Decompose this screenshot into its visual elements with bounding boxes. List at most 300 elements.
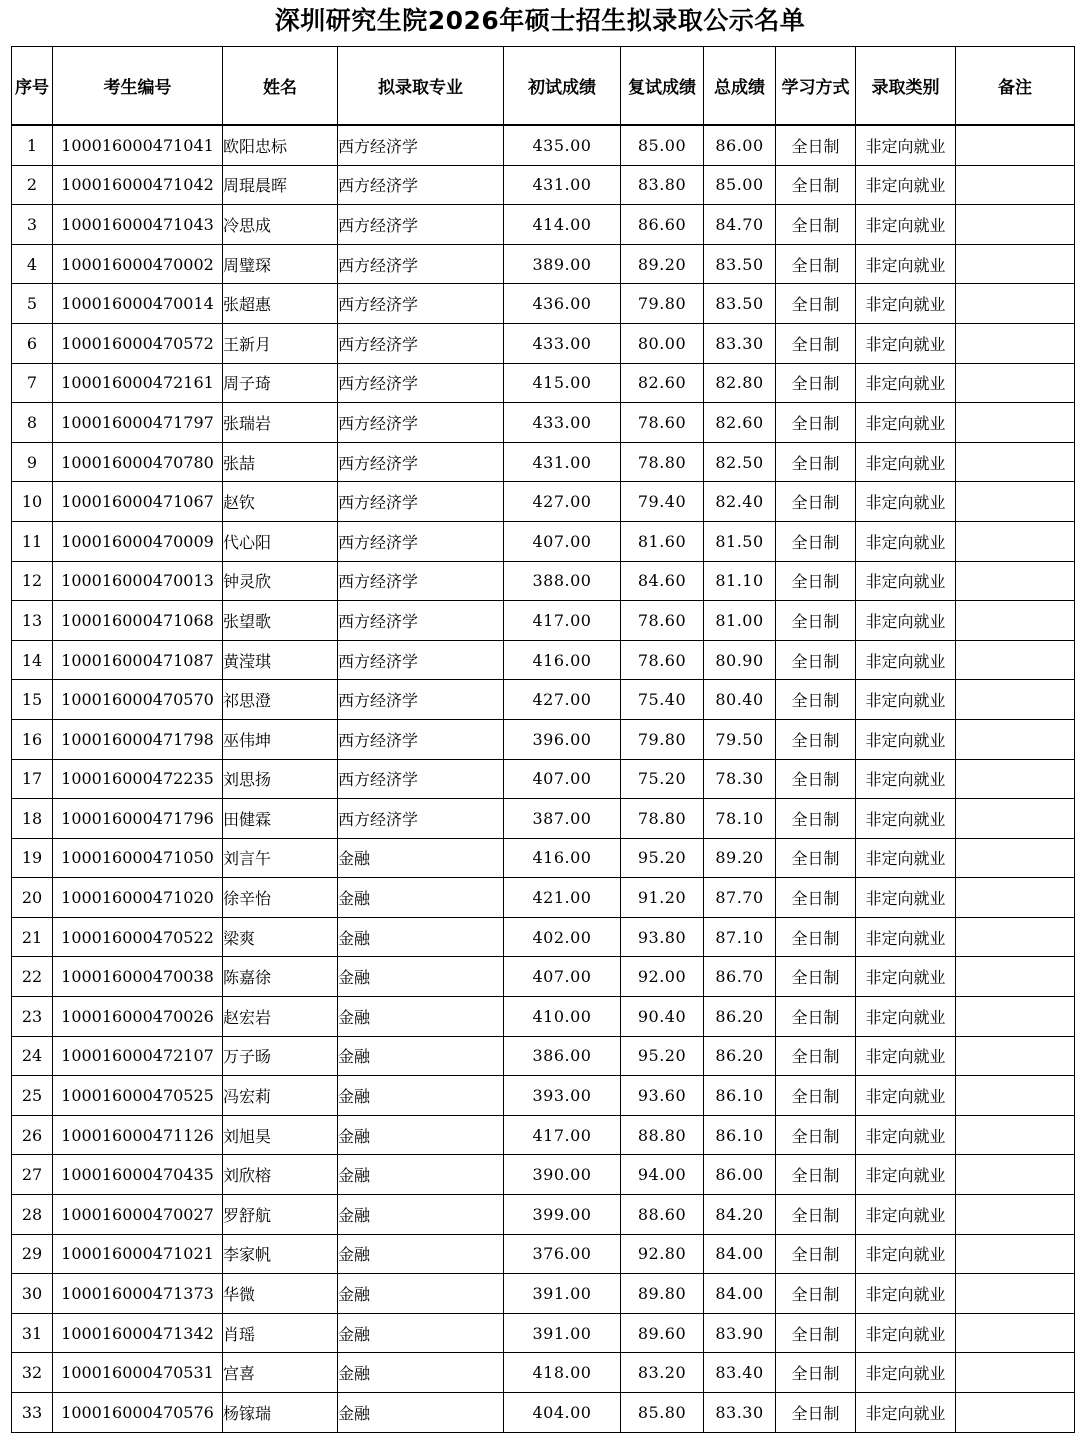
cell-major: 西方经济学 [338,482,504,522]
cell-seq: 27 [12,1155,53,1195]
cell-initial-score: 410.00 [504,997,621,1037]
cell-retest-score: 78.60 [621,403,704,443]
cell-admission-category: 非定向就业 [856,997,956,1037]
cell-total-score: 82.40 [704,482,776,522]
cell-remark [956,759,1075,799]
cell-name: 周璧琛 [223,244,338,284]
cell-total-score: 84.00 [704,1274,776,1314]
cell-study-mode: 全日制 [776,957,856,997]
table-row [12,323,1075,363]
cell-seq: 12 [12,561,53,601]
cell-retest-score: 82.60 [621,363,704,403]
table-row [12,561,1075,601]
cell-total-score: 81.10 [704,561,776,601]
cell-candidate-id: 100016000471798 [53,719,223,759]
cell-study-mode: 全日制 [776,442,856,482]
table-row [12,997,1075,1037]
cell-total-score: 83.50 [704,284,776,324]
cell-major: 西方经济学 [338,205,504,245]
cell-seq: 26 [12,1115,53,1155]
cell-initial-score: 418.00 [504,1353,621,1393]
header-name: 姓名 [223,47,338,126]
cell-name: 赵钦 [223,482,338,522]
cell-candidate-id: 100016000472235 [53,759,223,799]
cell-admission-category: 非定向就业 [856,1115,956,1155]
cell-retest-score: 85.00 [621,125,704,165]
cell-retest-score: 75.40 [621,680,704,720]
cell-initial-score: 387.00 [504,799,621,839]
header-remark: 备注 [956,47,1075,126]
cell-total-score: 86.10 [704,1076,776,1116]
cell-total-score: 84.00 [704,1234,776,1274]
table-row [12,640,1075,680]
cell-study-mode: 全日制 [776,284,856,324]
cell-candidate-id: 100016000471126 [53,1115,223,1155]
cell-study-mode: 全日制 [776,1274,856,1314]
cell-remark [956,1155,1075,1195]
cell-remark [956,244,1075,284]
table-row [12,1195,1075,1235]
cell-admission-category: 非定向就业 [856,363,956,403]
cell-candidate-id: 100016000470525 [53,1076,223,1116]
cell-initial-score: 416.00 [504,838,621,878]
table-row [12,917,1075,957]
cell-major: 西方经济学 [338,799,504,839]
cell-remark [956,561,1075,601]
cell-admission-category: 非定向就业 [856,205,956,245]
cell-remark [956,719,1075,759]
cell-total-score: 83.40 [704,1353,776,1393]
cell-admission-category: 非定向就业 [856,759,956,799]
cell-admission-category: 非定向就业 [856,1393,956,1433]
cell-initial-score: 386.00 [504,1036,621,1076]
cell-study-mode: 全日制 [776,403,856,443]
cell-remark [956,680,1075,720]
cell-initial-score: 393.00 [504,1076,621,1116]
cell-admission-category: 非定向就业 [856,125,956,165]
cell-study-mode: 全日制 [776,601,856,641]
cell-seq: 13 [12,601,53,641]
table-row [12,1036,1075,1076]
cell-candidate-id: 100016000471797 [53,403,223,443]
cell-study-mode: 全日制 [776,640,856,680]
cell-remark [956,601,1075,641]
cell-major: 西方经济学 [338,719,504,759]
cell-admission-category: 非定向就业 [856,601,956,641]
cell-total-score: 78.30 [704,759,776,799]
cell-name: 杨镓瑞 [223,1393,338,1433]
cell-major: 西方经济学 [338,363,504,403]
cell-admission-category: 非定向就业 [856,323,956,363]
cell-total-score: 80.40 [704,680,776,720]
cell-name: 张望歌 [223,601,338,641]
cell-seq: 1 [12,125,53,165]
header-seq: 序号 [12,47,53,126]
cell-candidate-id: 100016000471342 [53,1313,223,1353]
cell-retest-score: 95.20 [621,838,704,878]
cell-major: 西方经济学 [338,125,504,165]
cell-seq: 8 [12,403,53,443]
cell-initial-score: 436.00 [504,284,621,324]
cell-retest-score: 89.20 [621,244,704,284]
cell-remark [956,1274,1075,1314]
cell-total-score: 82.60 [704,403,776,443]
cell-remark [956,442,1075,482]
cell-seq: 17 [12,759,53,799]
cell-total-score: 82.50 [704,442,776,482]
cell-major: 西方经济学 [338,284,504,324]
cell-major: 金融 [338,1155,504,1195]
cell-total-score: 81.00 [704,601,776,641]
cell-candidate-id: 100016000470576 [53,1393,223,1433]
cell-candidate-id: 100016000471067 [53,482,223,522]
cell-major: 金融 [338,1353,504,1393]
cell-name: 周琨晨晖 [223,165,338,205]
table-row [12,719,1075,759]
cell-study-mode: 全日制 [776,878,856,918]
cell-initial-score: 407.00 [504,957,621,997]
cell-retest-score: 94.00 [621,1155,704,1195]
cell-name: 欧阳忠标 [223,125,338,165]
cell-total-score: 89.20 [704,838,776,878]
table-row [12,957,1075,997]
cell-name: 周子琦 [223,363,338,403]
table-body [12,125,1075,1432]
cell-initial-score: 435.00 [504,125,621,165]
cell-name: 刘欣榕 [223,1155,338,1195]
cell-remark [956,1393,1075,1433]
cell-seq: 18 [12,799,53,839]
cell-candidate-id: 100016000470531 [53,1353,223,1393]
cell-study-mode: 全日制 [776,1393,856,1433]
cell-seq: 22 [12,957,53,997]
cell-name: 钟灵欣 [223,561,338,601]
cell-study-mode: 全日制 [776,719,856,759]
header-admission-category: 录取类别 [856,47,956,126]
cell-retest-score: 75.20 [621,759,704,799]
cell-study-mode: 全日制 [776,323,856,363]
cell-total-score: 86.70 [704,957,776,997]
cell-candidate-id: 100016000472107 [53,1036,223,1076]
cell-remark [956,1234,1075,1274]
cell-major: 金融 [338,1115,504,1155]
cell-admission-category: 非定向就业 [856,561,956,601]
cell-seq: 7 [12,363,53,403]
table-row [12,1274,1075,1314]
cell-initial-score: 376.00 [504,1234,621,1274]
cell-major: 金融 [338,1076,504,1116]
cell-remark [956,205,1075,245]
cell-candidate-id: 100016000471043 [53,205,223,245]
cell-seq: 29 [12,1234,53,1274]
cell-remark [956,482,1075,522]
cell-study-mode: 全日制 [776,1234,856,1274]
table-row [12,244,1075,284]
table-row [12,1313,1075,1353]
cell-name: 张超惠 [223,284,338,324]
cell-name: 刘旭昊 [223,1115,338,1155]
cell-admission-category: 非定向就业 [856,1234,956,1274]
cell-remark [956,284,1075,324]
table-row [12,1115,1075,1155]
cell-total-score: 80.90 [704,640,776,680]
cell-study-mode: 全日制 [776,165,856,205]
header-study-mode: 学习方式 [776,47,856,126]
cell-seq: 31 [12,1313,53,1353]
cell-initial-score: 404.00 [504,1393,621,1433]
cell-study-mode: 全日制 [776,561,856,601]
cell-major: 金融 [338,1274,504,1314]
cell-candidate-id: 100016000471050 [53,838,223,878]
cell-seq: 30 [12,1274,53,1314]
cell-remark [956,997,1075,1037]
cell-study-mode: 全日制 [776,799,856,839]
cell-retest-score: 83.80 [621,165,704,205]
cell-major: 西方经济学 [338,403,504,443]
cell-admission-category: 非定向就业 [856,838,956,878]
cell-admission-category: 非定向就业 [856,917,956,957]
cell-name: 肖瑶 [223,1313,338,1353]
cell-initial-score: 396.00 [504,719,621,759]
cell-seq: 23 [12,997,53,1037]
cell-remark [956,521,1075,561]
cell-initial-score: 391.00 [504,1313,621,1353]
cell-remark [956,799,1075,839]
cell-candidate-id: 100016000470435 [53,1155,223,1195]
cell-total-score: 86.20 [704,997,776,1037]
cell-study-mode: 全日制 [776,917,856,957]
cell-initial-score: 407.00 [504,759,621,799]
cell-name: 王新月 [223,323,338,363]
cell-seq: 5 [12,284,53,324]
cell-retest-score: 92.00 [621,957,704,997]
cell-major: 西方经济学 [338,601,504,641]
table-row [12,1353,1075,1393]
cell-admission-category: 非定向就业 [856,165,956,205]
cell-major: 金融 [338,1393,504,1433]
cell-seq: 24 [12,1036,53,1076]
cell-remark [956,1313,1075,1353]
table-row [12,442,1075,482]
cell-admission-category: 非定向就业 [856,1076,956,1116]
cell-admission-category: 非定向就业 [856,403,956,443]
cell-initial-score: 416.00 [504,640,621,680]
cell-study-mode: 全日制 [776,1076,856,1116]
cell-initial-score: 402.00 [504,917,621,957]
cell-study-mode: 全日制 [776,521,856,561]
cell-name: 刘言午 [223,838,338,878]
cell-retest-score: 79.80 [621,719,704,759]
cell-major: 西方经济学 [338,640,504,680]
cell-candidate-id: 100016000471021 [53,1234,223,1274]
cell-name: 冯宏莉 [223,1076,338,1116]
table-row [12,205,1075,245]
cell-retest-score: 93.60 [621,1076,704,1116]
cell-retest-score: 79.80 [621,284,704,324]
cell-admission-category: 非定向就业 [856,680,956,720]
table-row [12,284,1075,324]
cell-total-score: 83.30 [704,323,776,363]
cell-retest-score: 78.60 [621,640,704,680]
cell-remark [956,1076,1075,1116]
cell-admission-category: 非定向就业 [856,284,956,324]
cell-retest-score: 86.60 [621,205,704,245]
cell-remark [956,957,1075,997]
cell-major: 金融 [338,1195,504,1235]
cell-seq: 11 [12,521,53,561]
table-row [12,601,1075,641]
cell-name: 冷思成 [223,205,338,245]
cell-candidate-id: 100016000470038 [53,957,223,997]
cell-candidate-id: 100016000470026 [53,997,223,1037]
cell-remark [956,1195,1075,1235]
cell-major: 金融 [338,957,504,997]
cell-seq: 20 [12,878,53,918]
cell-study-mode: 全日制 [776,482,856,522]
cell-study-mode: 全日制 [776,1115,856,1155]
cell-admission-category: 非定向就业 [856,1353,956,1393]
cell-total-score: 87.10 [704,917,776,957]
cell-total-score: 83.90 [704,1313,776,1353]
table-row [12,165,1075,205]
cell-study-mode: 全日制 [776,759,856,799]
cell-retest-score: 85.80 [621,1393,704,1433]
cell-seq: 25 [12,1076,53,1116]
cell-initial-score: 433.00 [504,403,621,443]
cell-admission-category: 非定向就业 [856,244,956,284]
cell-study-mode: 全日制 [776,838,856,878]
table-row [12,521,1075,561]
cell-candidate-id: 100016000471041 [53,125,223,165]
cell-initial-score: 427.00 [504,680,621,720]
cell-major: 西方经济学 [338,680,504,720]
cell-name: 田健霖 [223,799,338,839]
cell-remark [956,1353,1075,1393]
cell-admission-category: 非定向就业 [856,799,956,839]
cell-candidate-id: 100016000470572 [53,323,223,363]
cell-total-score: 87.70 [704,878,776,918]
cell-candidate-id: 100016000471796 [53,799,223,839]
cell-study-mode: 全日制 [776,680,856,720]
cell-retest-score: 84.60 [621,561,704,601]
table-row [12,1155,1075,1195]
cell-major: 西方经济学 [338,244,504,284]
cell-candidate-id: 100016000471020 [53,878,223,918]
cell-candidate-id: 100016000471042 [53,165,223,205]
cell-total-score: 78.10 [704,799,776,839]
cell-seq: 32 [12,1353,53,1393]
page-title: 深圳研究生院2026年硕士招生拟录取公示名单 [274,6,806,35]
cell-initial-score: 427.00 [504,482,621,522]
table-row [12,838,1075,878]
cell-total-score: 83.50 [704,244,776,284]
cell-initial-score: 407.00 [504,521,621,561]
cell-candidate-id: 100016000471373 [53,1274,223,1314]
cell-remark [956,403,1075,443]
cell-study-mode: 全日制 [776,1036,856,1076]
cell-candidate-id: 100016000470780 [53,442,223,482]
cell-seq: 9 [12,442,53,482]
header-major: 拟录取专业 [338,47,504,126]
cell-name: 张瑞岩 [223,403,338,443]
cell-study-mode: 全日制 [776,997,856,1037]
cell-name: 巫伟坤 [223,719,338,759]
cell-total-score: 81.50 [704,521,776,561]
cell-candidate-id: 100016000470027 [53,1195,223,1235]
cell-admission-category: 非定向就业 [856,1313,956,1353]
cell-initial-score: 417.00 [504,601,621,641]
cell-major: 金融 [338,1036,504,1076]
cell-initial-score: 391.00 [504,1274,621,1314]
cell-name: 万子旸 [223,1036,338,1076]
cell-admission-category: 非定向就业 [856,1036,956,1076]
cell-initial-score: 421.00 [504,878,621,918]
cell-total-score: 86.00 [704,125,776,165]
cell-total-score: 84.20 [704,1195,776,1235]
cell-seq: 21 [12,917,53,957]
header-retest-score: 复试成绩 [621,47,704,126]
table-row [12,759,1075,799]
cell-admission-category: 非定向就业 [856,640,956,680]
cell-remark [956,363,1075,403]
cell-retest-score: 78.80 [621,799,704,839]
cell-initial-score: 433.00 [504,323,621,363]
cell-candidate-id: 100016000471087 [53,640,223,680]
cell-total-score: 82.80 [704,363,776,403]
header-candidate-id: 考生编号 [53,47,223,126]
table-header [12,47,1075,126]
cell-name: 宫喜 [223,1353,338,1393]
cell-retest-score: 78.60 [621,601,704,641]
cell-name: 张喆 [223,442,338,482]
cell-total-score: 85.00 [704,165,776,205]
header-total-score: 总成绩 [704,47,776,126]
cell-candidate-id: 100016000470009 [53,521,223,561]
table-row [12,878,1075,918]
cell-retest-score: 93.80 [621,917,704,957]
cell-seq: 28 [12,1195,53,1235]
cell-total-score: 86.00 [704,1155,776,1195]
cell-admission-category: 非定向就业 [856,442,956,482]
cell-study-mode: 全日制 [776,1313,856,1353]
cell-name: 华微 [223,1274,338,1314]
cell-candidate-id: 100016000470013 [53,561,223,601]
cell-major: 西方经济学 [338,442,504,482]
cell-study-mode: 全日制 [776,363,856,403]
table-row [12,799,1075,839]
cell-retest-score: 92.80 [621,1234,704,1274]
cell-seq: 6 [12,323,53,363]
cell-major: 金融 [338,1234,504,1274]
cell-remark [956,640,1075,680]
cell-name: 陈嘉徐 [223,957,338,997]
cell-seq: 33 [12,1393,53,1433]
cell-remark [956,1115,1075,1155]
cell-seq: 3 [12,205,53,245]
cell-total-score: 83.30 [704,1393,776,1433]
cell-total-score: 84.70 [704,205,776,245]
table-row [12,1234,1075,1274]
cell-initial-score: 415.00 [504,363,621,403]
cell-major: 西方经济学 [338,759,504,799]
cell-major: 西方经济学 [338,165,504,205]
cell-remark [956,125,1075,165]
cell-major: 西方经济学 [338,323,504,363]
cell-major: 西方经济学 [338,521,504,561]
cell-study-mode: 全日制 [776,205,856,245]
cell-retest-score: 81.60 [621,521,704,561]
cell-admission-category: 非定向就业 [856,482,956,522]
